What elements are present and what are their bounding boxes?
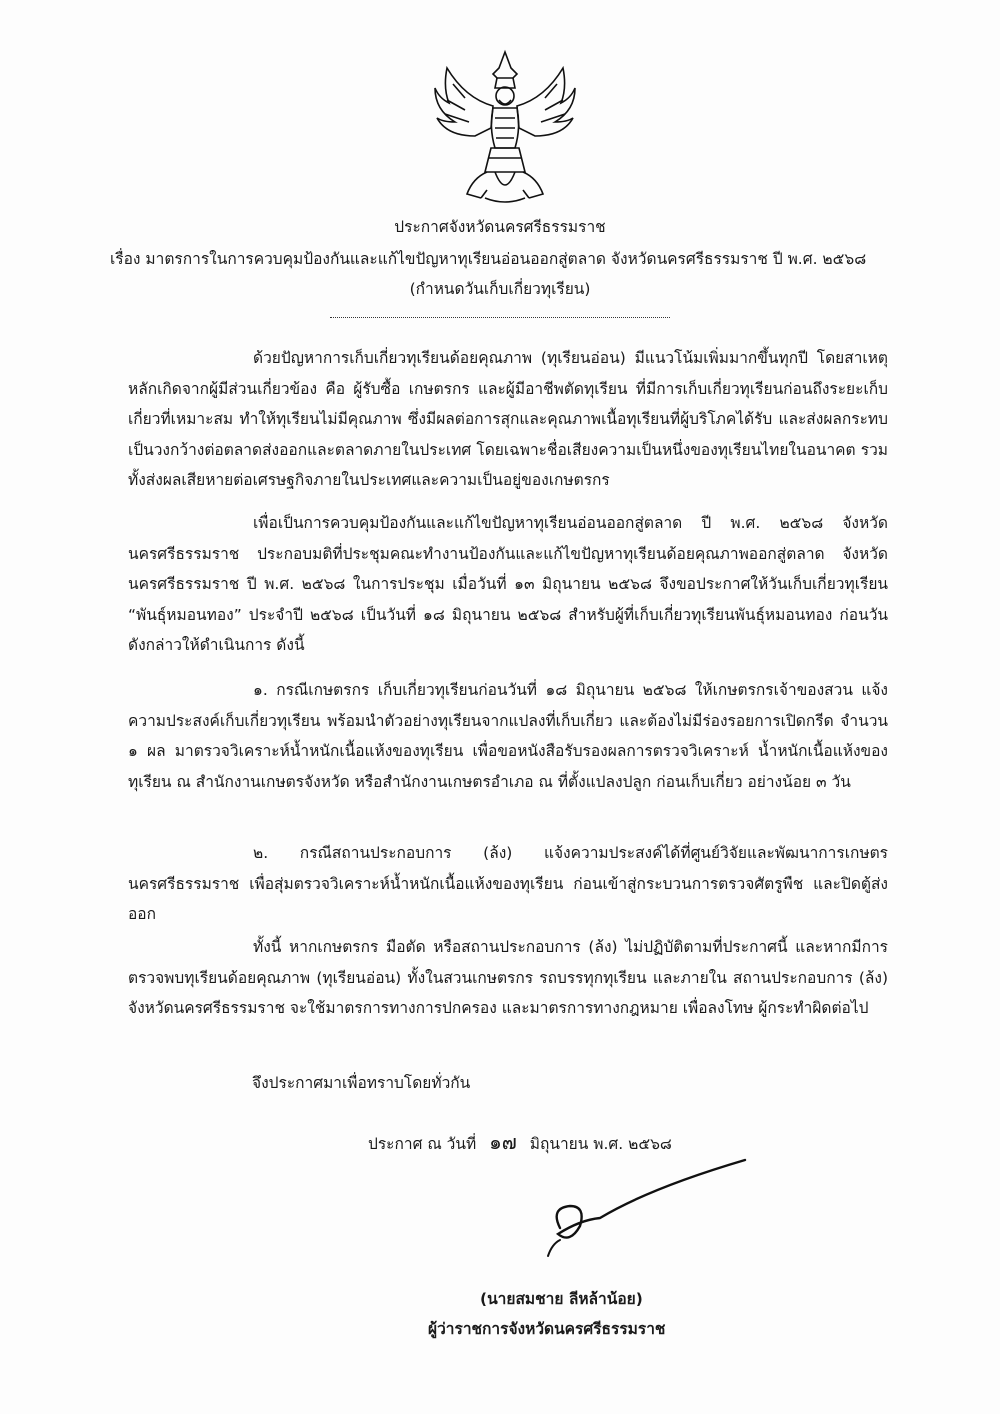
- signer-name: (นายสมชาย ลีหล้าน้อย): [480, 1290, 643, 1308]
- paragraph-background: [128, 343, 888, 496]
- paragraph-text: ด้วยปัญหาการเก็บเกี่ยวทุเรียนด้อยคุณภาพ (ทุเรียนอ่อน) มีแนวโน้มเพิ่มมากขึ้นทุกปี โดยสาเหตุหลักเกิดจากผู้มีส่วนเกี่ยวข้อง คือ ผู้รับซื้อ เกษตรกร และผู้มีอาชีพตัดทุเรียน ที่มีการเก็บเกี่ยวทุเรียนก่อนถึงระยะเก็บเกี่ยวที่เหมาะสม ทำให้ทุเรียนไม่มีคุณภาพ ซึ่งมีผลต่อการสุกและคุณภาพเนื้อทุเรียนที่ผู้บริโภคได้รับ และส่งผลกระทบเป็นวงกว้างต่อตลาดส่งออกและตลาดภายในประเทศ โดยเฉพาะชื่อเสียงความเป็นหนึ่งของทุเรียนไทยในอนาคต รวมทั้งส่งผลเสียหายต่อเศรษฐกิจภายในประเทศและความเป็นอยู่ของเกษตรกร: [128, 349, 888, 489]
- date-prefix: ประกาศ ณ วันที่: [368, 1135, 477, 1153]
- handwritten-signature: [540, 1148, 760, 1268]
- announcement-subtitle: (กำหนดวันเก็บเกี่ยวทุเรียน): [409, 280, 591, 298]
- paragraph-text: ทั้งนี้ หากเกษตรกร มือตัด หรือสถานประกอบการ (ล้ง) ไม่ปฏิบัติตามที่ประกาศนี้ และหากมีการตรวจพบทุเรียนด้อยคุณภาพ (ทุเรียนอ่อน) ทั้งในสวนเกษตรกร รถบรรทุกทุเรียน และภายใน สถานประกอบการ (ล้ง) จังหวัดนครศรีธรรมราช จะใช้มาตรการทางการปกครอง และมาตรการทางกฎหมาย เพื่อลงโทษ ผู้กระทำผิดต่อไป: [128, 938, 888, 1017]
- paragraph-item-2: [128, 838, 888, 930]
- dotted-divider: [330, 317, 670, 318]
- announcement-subject: เรื่อง มาตรการในการควบคุมป้องกันและแก้ไขปัญหาทุเรียนอ่อนออกสู่ตลาด จังหวัดนครศรีธรรมราช ปี พ.ศ. ๒๕๖๘: [110, 250, 867, 268]
- paragraph-announcement: [128, 508, 888, 661]
- date-day: ๑๗: [489, 1130, 517, 1154]
- paragraph-text: ๑. กรณีเกษตรกร เก็บเกี่ยวทุเรียนก่อนวันที่ ๑๘ มิถุนายน ๒๕๖๘ ให้เกษตรกรเจ้าของสวน แจ้งความประสงค์เก็บเกี่ยวทุเรียน พร้อมนำตัวอย่างทุเรียนจากแปลงที่เก็บเกี่ยว และต้องไม่มีร่องรอยการเปิดกรีด จำนวน ๑ ผล มาตรวจวิเคราะห์น้ำหนักเนื้อแห้งของทุเรียน เพื่อขอหนังสือรับรองผลการตรวจวิเคราะห์ น้ำหนักเนื้อแห้งของทุเรียน ณ สำนักงานเกษตรจังหวัด หรือสำนักงานเกษตรอำเภอ ณ ที่ตั้งแปลงปลูก ก่อนเก็บเกี่ยว อย่างน้อย ๓ วัน: [128, 681, 888, 791]
- paragraph-penalty: [128, 932, 888, 1024]
- date-suffix: มิถุนายน พ.ศ. ๒๕๖๘: [529, 1135, 672, 1153]
- closing-statement: จึงประกาศมาเพื่อทราบโดยทั่วกัน: [252, 1074, 471, 1092]
- paragraph-item-1: [128, 675, 888, 797]
- announcement-title: ประกาศจังหวัดนครศรีธรรมราช: [394, 218, 606, 236]
- paragraph-text: ๒. กรณีสถานประกอบการ (ล้ง) แจ้งความประสงค์ได้ที่ศูนย์วิจัยและพัฒนาการเกษตร นครศรีธรรมราช เพื่อสุ่มตรวจวิเคราะห์น้ำหนักเนื้อแห้งของทุเรียน ก่อนเข้าสู่กระบวนการตรวจศัตรูพืช และปิดตู้ส่งออก: [128, 844, 888, 923]
- paragraph-text: เพื่อเป็นการควบคุมป้องกันและแก้ไขปัญหาทุเรียนอ่อนออกสู่ตลาด ปี พ.ศ. ๒๕๖๘ จังหวัดนครศรีธรรมราช ประกอบมติที่ประชุมคณะทำงานป้องกันและแก้ไขปัญหาทุเรียนด้อยคุณภาพออกสู่ตลาด จังหวัดนครศรีธรรมราช ปี พ.ศ. ๒๕๖๘ ในการประชุม เมื่อวันที่ ๑๓ มิถุนายน ๒๕๖๘ จึงขอประกาศให้วันเก็บเกี่ยวทุเรียน “พันธุ์หมอนทอง” ประจำปี ๒๕๖๘ เป็นวันที่ ๑๘ มิถุนายน ๒๕๖๘ สำหรับผู้ที่เก็บเกี่ยวทุเรียนพันธุ์หมอนทอง ก่อนวันดังกล่าวให้ดำเนินการ ดังนี้: [128, 514, 888, 654]
- signer-title: ผู้ว่าราชการจังหวัดนครศรีธรรมราช: [428, 1320, 666, 1338]
- garuda-emblem-icon: [425, 48, 585, 208]
